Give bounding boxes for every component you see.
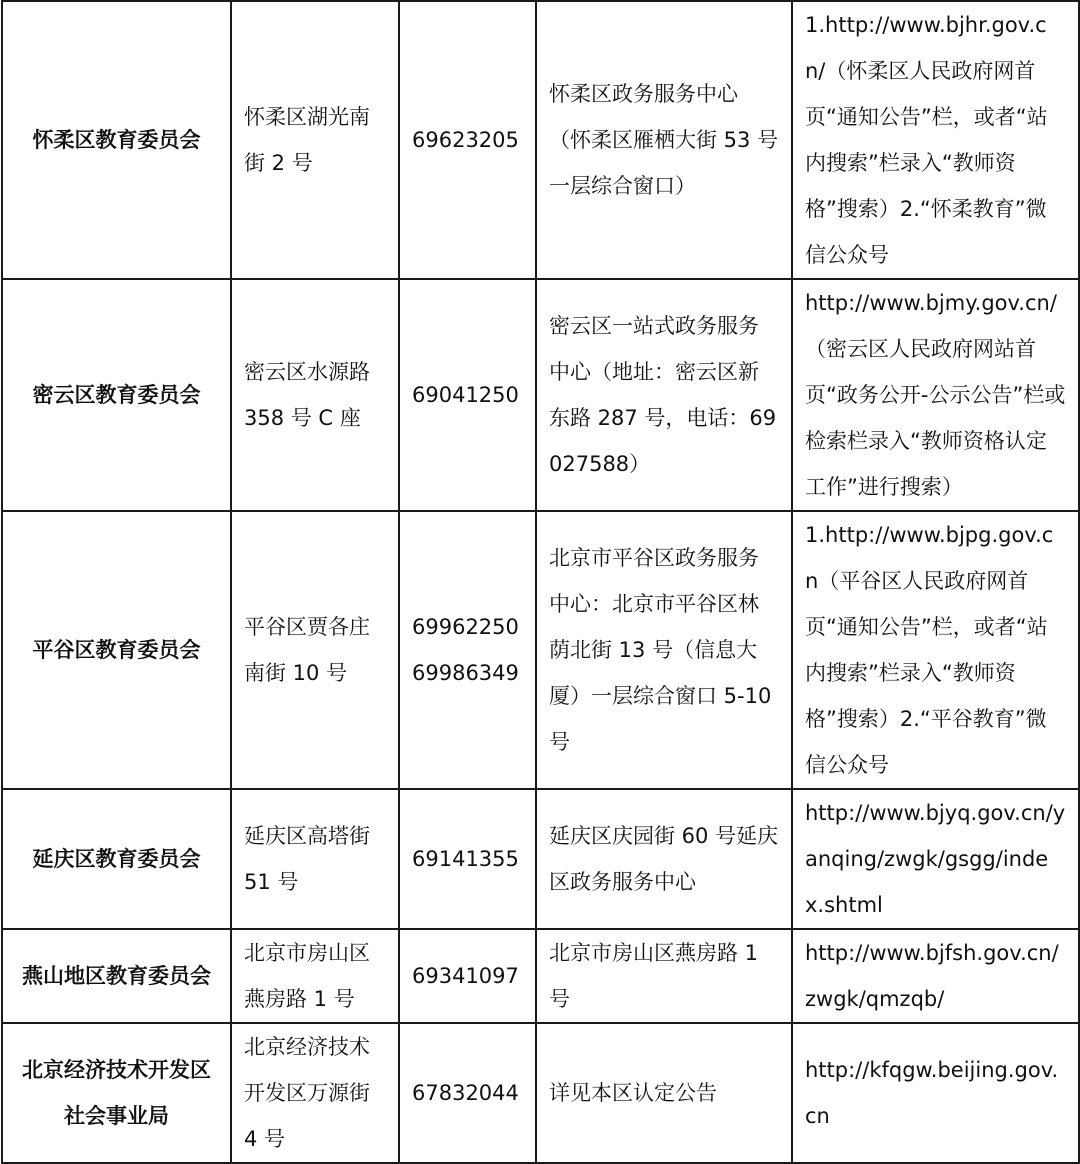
table-row bbox=[2, 789, 1079, 929]
service-center: 北京市平谷区政务服务中心：北京市平谷区林荫北街 13 号（信息大厦）一层综合窗口 5-10 号 bbox=[536, 511, 792, 789]
service-center: 怀柔区政务服务中心（怀柔区雁栖大街 53 号一层综合窗口） bbox=[536, 1, 792, 279]
office-name: 延庆区教育委员会 bbox=[2, 789, 231, 929]
website-info: http://www.bjyq.gov.cn/yanqing/zwgk/gsgg/index.shtml bbox=[792, 789, 1079, 929]
service-center: 北京市房山区燕房路 1 号 bbox=[536, 929, 792, 1023]
service-center: 密云区一站式政务服务中心（地址：密云区新东路 287 号，电话：69027588） bbox=[536, 279, 792, 511]
office-phone: 69623205 bbox=[399, 1, 536, 279]
table-row bbox=[2, 279, 1079, 511]
office-address: 北京市房山区燕房路 1 号 bbox=[231, 929, 399, 1023]
table-row bbox=[2, 511, 1079, 789]
office-phone: 69962250 bbox=[412, 615, 519, 639]
office-address: 怀柔区湖光南街 2 号 bbox=[231, 1, 399, 279]
office-address: 北京经济技术开发区万源街 4 号 bbox=[231, 1023, 399, 1163]
website-info: http://www.bjmy.gov.cn/（密云区人民政府网站首页“政务公开-公示公告”栏或检索栏录入“教师资格认定工作”进行搜索） bbox=[792, 279, 1079, 511]
office-name: 平谷区教育委员会 bbox=[2, 511, 231, 789]
service-center: 延庆区庆园街 60 号延庆区政务服务中心 bbox=[536, 789, 792, 929]
website-info: 1.http://www.bjpg.gov.cn（平谷区人民政府网首页“通知公告”栏，或者“站内搜索”栏录入“教师资格”搜索）2.“平谷教育”微信公众号 bbox=[792, 511, 1079, 789]
website-info: http://www.bjfsh.gov.cn/zwgk/qmzqb/ bbox=[792, 929, 1079, 1023]
office-phone: 69141355 bbox=[399, 789, 536, 929]
office-name: 密云区教育委员会 bbox=[2, 279, 231, 511]
table-row bbox=[2, 1023, 1079, 1163]
office-address: 密云区水源路 358 号 C 座 bbox=[231, 279, 399, 511]
office-name: 怀柔区教育委员会 bbox=[2, 1, 231, 279]
service-center: 详见本区认定公告 bbox=[536, 1023, 792, 1163]
office-phone-secondary: 69986349 bbox=[412, 661, 519, 685]
office-address: 延庆区高塔街 51 号 bbox=[231, 789, 399, 929]
table-row bbox=[2, 929, 1079, 1023]
office-phone-cell bbox=[399, 511, 536, 789]
education-office-table bbox=[1, 0, 1080, 1164]
office-name: 北京经济技术开发区社会事业局 bbox=[2, 1023, 231, 1163]
office-phone: 69041250 bbox=[399, 279, 536, 511]
office-name: 燕山地区教育委员会 bbox=[2, 929, 231, 1023]
office-phone: 67832044 bbox=[399, 1023, 536, 1163]
website-info: 1.http://www.bjhr.gov.cn/（怀柔区人民政府网首页“通知公告”栏，或者“站内搜索”栏录入“教师资格”搜索）2.“怀柔教育”微信公众号 bbox=[792, 1, 1079, 279]
office-phone: 69341097 bbox=[399, 929, 536, 1023]
office-address: 平谷区贾各庄南街 10 号 bbox=[231, 511, 399, 789]
table-row bbox=[2, 1, 1079, 279]
website-info: http://kfqgw.beijing.gov.cn bbox=[792, 1023, 1079, 1163]
